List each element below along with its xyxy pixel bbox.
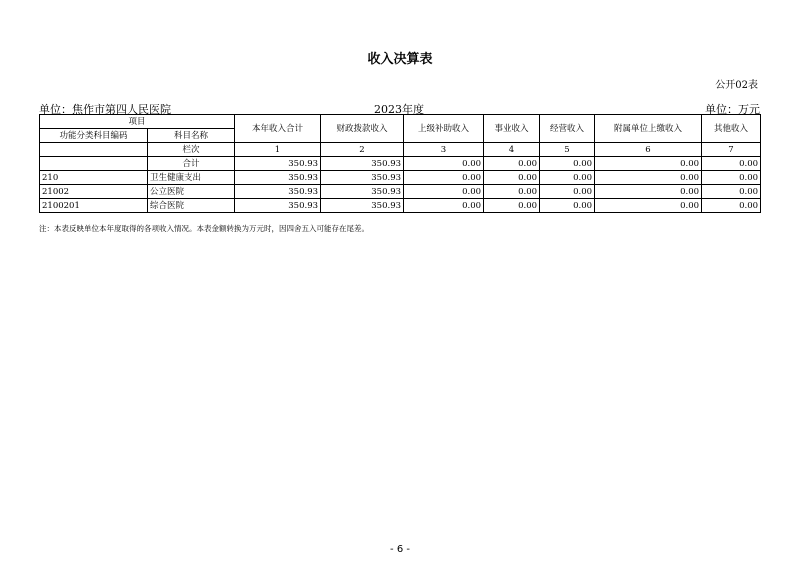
page-title: 收入决算表 [367, 52, 433, 67]
cell-value: 0.00 [540, 199, 595, 213]
row-code: 2100201 [40, 199, 148, 213]
currency-unit: 单位：万元 [705, 103, 760, 116]
report-year: 2023年度 [374, 103, 424, 116]
form-number: 公开02表 [715, 80, 758, 91]
cell-value: 0.00 [404, 185, 484, 199]
header-col-total: 本年收入合计 [235, 115, 321, 143]
col-num: 7 [702, 143, 761, 157]
header-col-operating: 经营收入 [540, 115, 595, 143]
cell-value: 0.00 [484, 185, 540, 199]
cell-value: 0.00 [702, 199, 761, 213]
unit-name: 单位：焦作市第四人民医院 [39, 103, 171, 116]
cell-value: 0.00 [540, 157, 595, 171]
header-col-affiliated: 附属单位上缴收入 [595, 115, 702, 143]
row-name: 合计 [148, 157, 235, 171]
header-blank [40, 143, 148, 157]
report-meta [39, 101, 760, 115]
header-lanci: 栏次 [148, 143, 235, 157]
cell-value: 350.93 [235, 171, 321, 185]
cell-value: 0.00 [595, 171, 702, 185]
header-project: 项目 [40, 115, 235, 129]
cell-value: 0.00 [595, 199, 702, 213]
col-num: 3 [404, 143, 484, 157]
cell-value: 350.93 [235, 199, 321, 213]
row-name: 卫生健康支出 [148, 171, 235, 185]
page-number: - 6 - [390, 544, 410, 555]
row-code: 210 [40, 171, 148, 185]
cell-value: 0.00 [404, 199, 484, 213]
cell-value: 350.93 [321, 157, 404, 171]
table-row [40, 199, 761, 213]
cell-value: 350.93 [321, 171, 404, 185]
cell-value: 0.00 [702, 157, 761, 171]
header-subject-name: 科目名称 [148, 129, 235, 143]
cell-value: 0.00 [404, 171, 484, 185]
cell-value: 0.00 [595, 185, 702, 199]
row-name: 公立医院 [148, 185, 235, 199]
header-col-fiscal: 财政拨款收入 [321, 115, 404, 143]
cell-value: 0.00 [484, 199, 540, 213]
row-code [40, 157, 148, 171]
cell-value: 350.93 [321, 185, 404, 199]
cell-value: 350.93 [235, 185, 321, 199]
header-col-superior: 上级补助收入 [404, 115, 484, 143]
col-num: 1 [235, 143, 321, 157]
table-row [40, 171, 761, 185]
table-note: 注：本表反映单位本年度取得的各项收入情况。本表金额转换为万元时，因四舍五入可能存在尾差。 [39, 224, 369, 233]
col-num: 5 [540, 143, 595, 157]
cell-value: 350.93 [235, 157, 321, 171]
row-code: 21002 [40, 185, 148, 199]
header-col-business: 事业收入 [484, 115, 540, 143]
row-name: 综合医院 [148, 199, 235, 213]
income-table [39, 114, 761, 213]
table-row [40, 185, 761, 199]
col-num: 2 [321, 143, 404, 157]
header-func-code: 功能分类科目编码 [40, 129, 148, 143]
cell-value: 0.00 [595, 157, 702, 171]
header-col-other: 其他收入 [702, 115, 761, 143]
cell-value: 0.00 [540, 185, 595, 199]
cell-value: 0.00 [540, 171, 595, 185]
cell-value: 0.00 [404, 157, 484, 171]
col-num: 6 [595, 143, 702, 157]
cell-value: 0.00 [702, 171, 761, 185]
cell-value: 0.00 [484, 171, 540, 185]
col-num: 4 [484, 143, 540, 157]
cell-value: 0.00 [702, 185, 761, 199]
table-row [40, 157, 761, 171]
cell-value: 0.00 [484, 157, 540, 171]
cell-value: 350.93 [321, 199, 404, 213]
